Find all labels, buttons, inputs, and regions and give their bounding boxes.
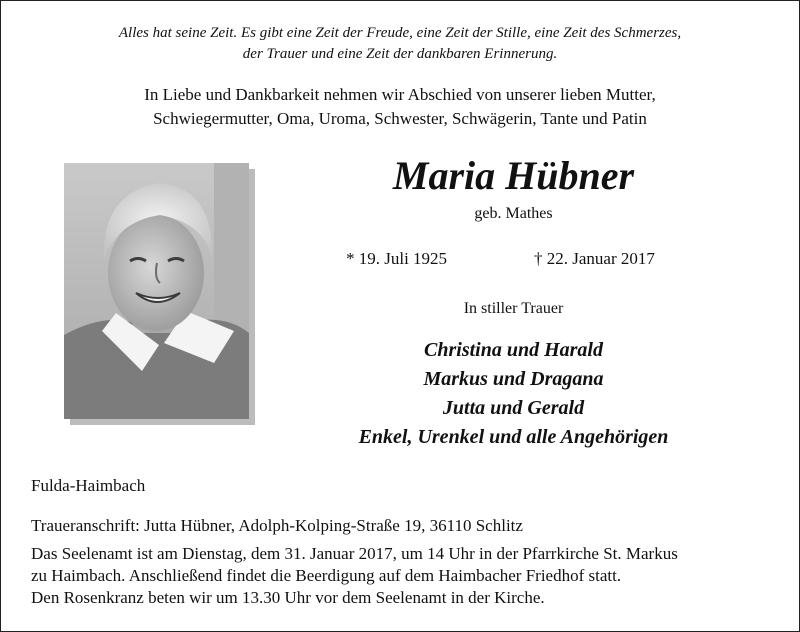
family-line: Christina und Harald xyxy=(424,339,603,361)
family-line: Markus und Dragana xyxy=(423,368,604,390)
deceased-name: Maria Hübner xyxy=(392,153,635,198)
motto-line-1: Alles hat seine Zeit. Es gibt eine Zeit der Freude, eine Zeit der Stille, eine Zeit des Schmerzes, xyxy=(118,25,682,41)
intro-text xyxy=(1,83,799,131)
family-list xyxy=(291,336,736,452)
service-line-2: zu Haimbach. Anschließend findet die Beerdigung auf dem Haimbacher Friedhof statt. xyxy=(31,566,622,585)
family-line: Jutta und Gerald xyxy=(442,397,585,419)
place: Fulda-Haimbach xyxy=(31,476,146,495)
mourning-address: Traueranschrift: Jutta Hübner, Adolph-Kolping-Straße 19, 36110 Schlitz xyxy=(31,516,523,535)
motto xyxy=(1,23,799,65)
intro-line-2: Schwiegermutter, Oma, Uroma, Schwester, Schwägerin, Tante und Patin xyxy=(153,109,647,128)
maiden-name: geb. Mathes xyxy=(474,205,553,222)
death-date: † 22. Januar 2017 xyxy=(534,249,655,268)
family-line: Enkel, Urenkel und alle Angehörigen xyxy=(358,426,669,448)
mourning-label: In stiller Trauer xyxy=(463,300,564,317)
birth-date: * 19. Juli 1925 xyxy=(346,249,448,268)
service-info xyxy=(31,543,791,609)
portrait-photo xyxy=(64,163,249,419)
portrait-image xyxy=(64,163,249,419)
intro-line-1: In Liebe und Dankbarkeit nehmen wir Abschied von unserer lieben Mutter, xyxy=(144,85,656,104)
service-line-3: Den Rosenkranz beten wir um 13.30 Uhr vor dem Seelenamt in der Kirche. xyxy=(31,588,545,607)
motto-line-2: der Trauer und eine Zeit der dankbaren Erinnerung. xyxy=(242,46,558,62)
service-line-1: Das Seelenamt ist am Dienstag, dem 31. Januar 2017, um 14 Uhr in der Pfarrkirche St. Markus xyxy=(31,544,678,563)
